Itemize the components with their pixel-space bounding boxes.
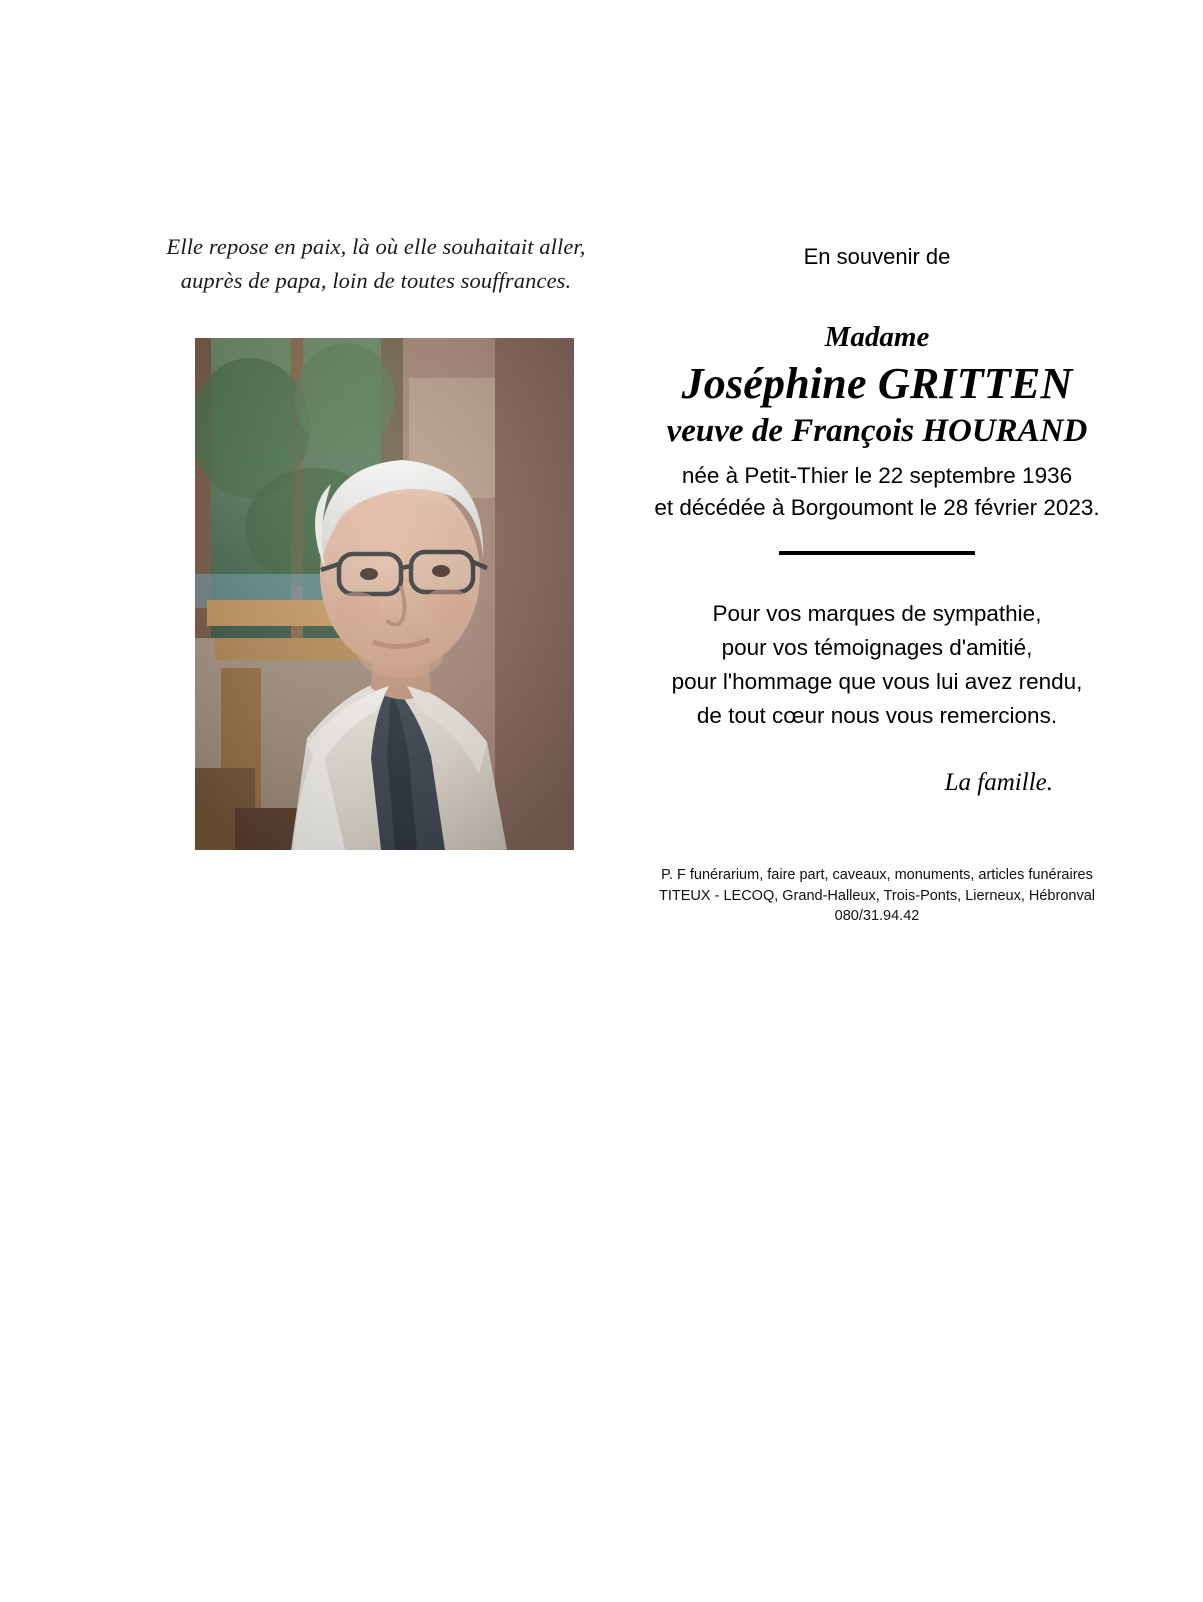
- deceased-full-name: Joséphine GRITTEN: [681, 359, 1073, 409]
- right-column: [627, 243, 1127, 927]
- thanks-block: [627, 597, 1127, 734]
- thanks-line-2: pour vos témoignages d'amitié,: [721, 634, 1033, 660]
- footer-line-2: TITEUX - LECOQ, Grand-Halleux, Trois-Ponts, Lierneux, Hébronval 080/31.94.42: [659, 887, 1095, 925]
- portrait-photo: [195, 338, 574, 850]
- thanks-line-4: de tout cœur nous vous remercions.: [696, 703, 1058, 729]
- honorific-title: Madame: [824, 320, 930, 353]
- printer-footer: [627, 865, 1127, 927]
- footer-line-1: P. F funérarium, faire part, caveaux, monuments, articles funéraires: [661, 867, 1093, 884]
- signature: La famille.: [944, 769, 1053, 797]
- thanks-line-1: Pour vos marques de sympathie,: [712, 600, 1042, 626]
- in-memory-label: En souvenir de: [803, 244, 951, 269]
- section-divider: [779, 551, 975, 555]
- epitaph-line-2: auprès de papa, loin de toutes souffrances.: [180, 268, 572, 294]
- thanks-line-3: pour l'hommage que vous lui avez rendu,: [671, 668, 1083, 694]
- epitaph-text: [150, 230, 602, 298]
- death-line: et décédée à Borgoumont le 28 février 2023.: [654, 494, 1100, 520]
- epitaph-line-1: Elle repose en paix, là où elle souhaitait aller,: [166, 234, 586, 259]
- spouse-line: veuve de François HOURAND: [666, 412, 1088, 449]
- left-column: [150, 230, 610, 298]
- birth-line: née à Petit-Thier le 22 septembre 1936: [681, 462, 1073, 488]
